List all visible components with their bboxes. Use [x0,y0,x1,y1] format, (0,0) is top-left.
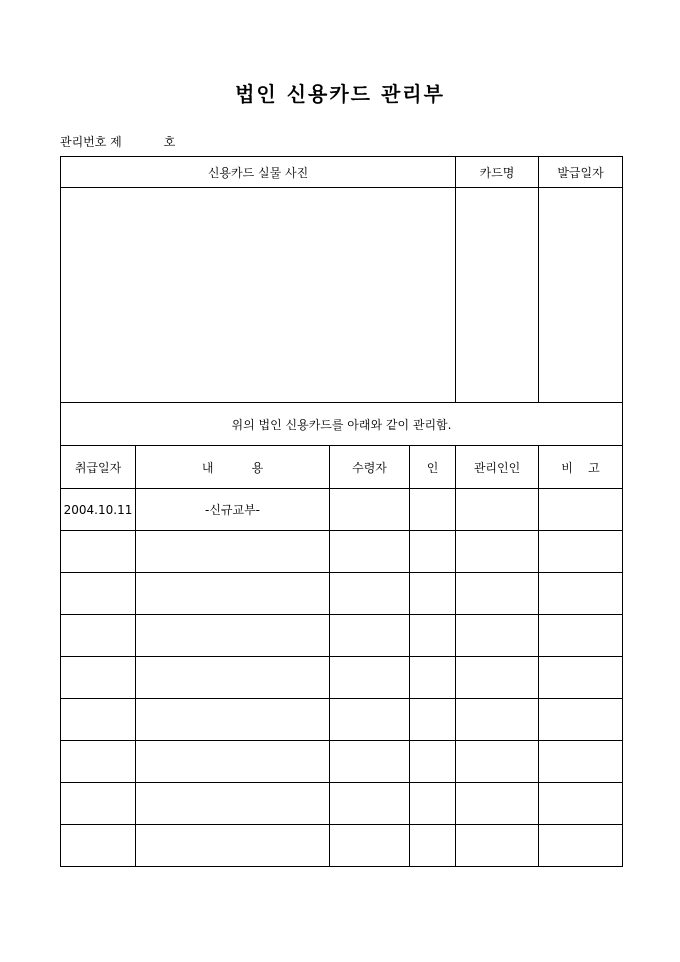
cell-recipient[interactable] [330,699,410,741]
cell-content[interactable] [136,573,330,615]
cell-recipient[interactable] [330,825,410,867]
photo-area[interactable] [61,188,456,403]
cell-seal[interactable] [410,531,456,573]
table-row [61,615,623,657]
header-date: 취급일자 [61,446,136,489]
cell-manager-seal[interactable] [456,699,539,741]
cell-content[interactable] [136,657,330,699]
table-row [61,699,623,741]
cell-date[interactable] [61,573,136,615]
registration-label: 관리번호 제 [60,135,122,149]
cell-seal[interactable] [410,741,456,783]
table-row [61,489,623,531]
cell-content[interactable] [136,699,330,741]
registration-number [60,133,175,150]
cell-remarks[interactable] [539,825,623,867]
cell-seal[interactable] [410,825,456,867]
cell-recipient[interactable] [330,531,410,573]
issue-date-header: 발급일자 [539,157,623,188]
cell-date[interactable] [61,657,136,699]
cell-manager-seal[interactable] [456,825,539,867]
registration-suffix: 호 [163,135,176,149]
page-title: 법인 신용카드 관리부 [235,82,445,106]
cell-manager-seal[interactable] [456,783,539,825]
cell-remarks[interactable] [539,531,623,573]
cell-date[interactable] [61,741,136,783]
cell-remarks[interactable] [539,489,623,531]
cell-date[interactable] [61,699,136,741]
header-content: 내 용 [136,446,330,489]
cell-recipient[interactable] [330,783,410,825]
table-row [61,573,623,615]
cell-recipient[interactable] [330,573,410,615]
card-header-row [61,157,623,188]
card-management-table [60,156,623,867]
cell-manager-seal[interactable] [456,615,539,657]
cell-content[interactable] [136,615,330,657]
cell-remarks[interactable] [539,657,623,699]
cell-content[interactable] [136,531,330,573]
cell-recipient[interactable] [330,615,410,657]
cell-date[interactable] [61,615,136,657]
management-note: 위의 법인 신용카드를 아래와 같이 관리함. [61,403,623,446]
note-row [61,403,623,446]
table-row [61,657,623,699]
header-remarks: 비 고 [539,446,623,489]
cell-recipient[interactable] [330,489,410,531]
cell-content[interactable] [136,741,330,783]
cell-seal[interactable] [410,783,456,825]
cell-date[interactable] [61,825,136,867]
table-row [61,531,623,573]
cell-remarks[interactable] [539,741,623,783]
cell-content[interactable] [136,825,330,867]
card-name-header: 카드명 [456,157,539,188]
table-row [61,825,623,867]
table-row [61,783,623,825]
cell-remarks[interactable] [539,615,623,657]
cell-remarks[interactable] [539,783,623,825]
cell-manager-seal[interactable] [456,531,539,573]
issue-date-cell[interactable] [539,188,623,403]
cell-seal[interactable] [410,657,456,699]
cell-recipient[interactable] [330,657,410,699]
cell-remarks[interactable] [539,699,623,741]
cell-date[interactable] [61,531,136,573]
header-seal: 인 [410,446,456,489]
cell-manager-seal[interactable] [456,489,539,531]
cell-recipient[interactable] [330,741,410,783]
cell-content[interactable] [136,783,330,825]
card-info-row [61,188,623,403]
cell-remarks[interactable] [539,573,623,615]
cell-seal[interactable] [410,699,456,741]
header-manager-seal: 관리인인 [456,446,539,489]
cell-seal[interactable] [410,573,456,615]
cell-manager-seal[interactable] [456,657,539,699]
cell-seal[interactable] [410,615,456,657]
cell-date[interactable] [61,783,136,825]
log-header-row [61,446,623,489]
cell-manager-seal[interactable] [456,573,539,615]
photo-header: 신용카드 실물 사진 [61,157,456,188]
header-recipient: 수령자 [330,446,410,489]
card-name-cell[interactable] [456,188,539,403]
cell-manager-seal[interactable] [456,741,539,783]
cell-seal[interactable] [410,489,456,531]
table-row [61,741,623,783]
cell-date[interactable]: 2004.10.11 [61,489,136,531]
cell-content[interactable]: -신규교부- [136,489,330,531]
